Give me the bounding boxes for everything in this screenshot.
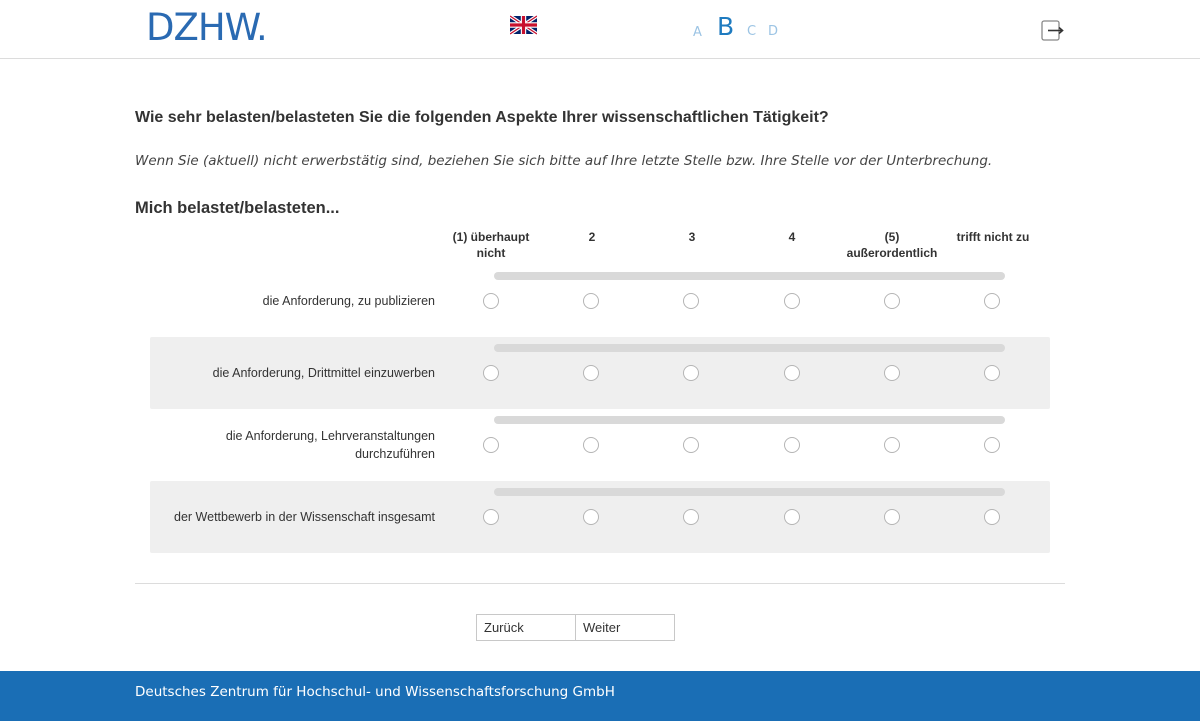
next-button[interactable]: Weiter <box>575 614 675 641</box>
item-2-radio-5[interactable] <box>884 365 900 381</box>
question-instruction: Wenn Sie (aktuell) nicht erwerbstätig sind, beziehen Sie sich bitte auf Ihre letzte Stelle bzw. Ihre Stelle vor der Unterbrechung. <box>135 153 993 169</box>
item-label-4-text: der Wettbewerb in der Wissenschaft insgesamt <box>174 510 435 524</box>
scale-track <box>494 416 1005 424</box>
scale-header-1 <box>441 229 541 261</box>
item-label-2-text: die Anforderung, Drittmittel einzuwerben <box>212 366 435 380</box>
scale-track <box>494 272 1005 280</box>
scale-track <box>494 488 1005 496</box>
item-1-radio-na[interactable] <box>984 293 1000 309</box>
item-3-radio-2[interactable] <box>583 437 599 453</box>
question-prompt: Mich belastet/belasteten... <box>135 199 340 217</box>
item-2-radio-3[interactable] <box>683 365 699 381</box>
font-size-d[interactable]: D <box>768 24 779 39</box>
footer-text: Deutsches Zentrum für Hochschul- und Wissenschaftsforschung GmbH <box>135 684 615 700</box>
question-title: Wie sehr belasten/belasteten Sie die folgenden Aspekte Ihrer wissenschaftlichen Tätigkeit? <box>135 109 829 126</box>
item-4-radio-2[interactable] <box>583 509 599 525</box>
item-4-radio-5[interactable] <box>884 509 900 525</box>
item-3-radio-na[interactable] <box>984 437 1000 453</box>
scale-header-na-line1: trifft nicht zu <box>956 230 1030 244</box>
item-3-radio-1[interactable] <box>483 437 499 453</box>
scale-header-4 <box>742 229 842 245</box>
footer <box>0 671 1200 721</box>
header <box>0 0 1200 59</box>
scale-header-5-line2: außerordentlich <box>846 246 938 260</box>
scale-header-5-line1: (5) <box>884 230 900 244</box>
scale-header-1-line2: nicht <box>476 246 506 260</box>
scale-header-2-line1: 2 <box>588 230 596 244</box>
scale-header-3-line1: 3 <box>688 230 696 244</box>
uk-flag-icon[interactable] <box>510 15 537 35</box>
item-label-2 <box>150 364 435 382</box>
item-label-1 <box>150 292 435 310</box>
item-label-3-line1: die Anforderung, Lehrveranstaltungen <box>225 429 435 443</box>
item-1-radio-5[interactable] <box>884 293 900 309</box>
divider <box>135 583 1065 584</box>
font-size-b[interactable]: B <box>717 12 735 41</box>
item-1-radio-3[interactable] <box>683 293 699 309</box>
item-2-radio-4[interactable] <box>784 365 800 381</box>
item-4-radio-4[interactable] <box>784 509 800 525</box>
item-2-radio-1[interactable] <box>483 365 499 381</box>
item-4-radio-1[interactable] <box>483 509 499 525</box>
scale-track <box>494 344 1005 352</box>
scale-header-na <box>943 229 1043 245</box>
scale-header-5 <box>842 229 942 261</box>
item-label-3-line2: durchzuführen <box>355 447 435 461</box>
item-4-radio-na[interactable] <box>984 509 1000 525</box>
item-label-1-text: die Anforderung, zu publizieren <box>262 294 435 308</box>
item-3-radio-4[interactable] <box>784 437 800 453</box>
item-2-radio-na[interactable] <box>984 365 1000 381</box>
item-3-radio-3[interactable] <box>683 437 699 453</box>
item-label-4 <box>150 508 435 526</box>
scale-header-3 <box>642 229 742 245</box>
item-4-radio-3[interactable] <box>683 509 699 525</box>
item-1-radio-2[interactable] <box>583 293 599 309</box>
scale-header-4-line1: 4 <box>788 230 796 244</box>
item-1-radio-4[interactable] <box>784 293 800 309</box>
scale-header-2 <box>542 229 642 245</box>
font-size-a[interactable]: A <box>693 25 702 40</box>
scale-header-1-line1: (1) überhaupt <box>452 230 530 244</box>
item-label-3 <box>150 427 435 463</box>
font-size-c[interactable]: C <box>747 24 757 39</box>
item-1-radio-1[interactable] <box>483 293 499 309</box>
item-3-radio-5[interactable] <box>884 437 900 453</box>
logout-icon[interactable] <box>1041 20 1064 41</box>
back-button[interactable]: Zurück <box>476 614 576 641</box>
item-2-radio-2[interactable] <box>583 365 599 381</box>
dzhw-logo[interactable]: DZHW. <box>146 6 267 49</box>
